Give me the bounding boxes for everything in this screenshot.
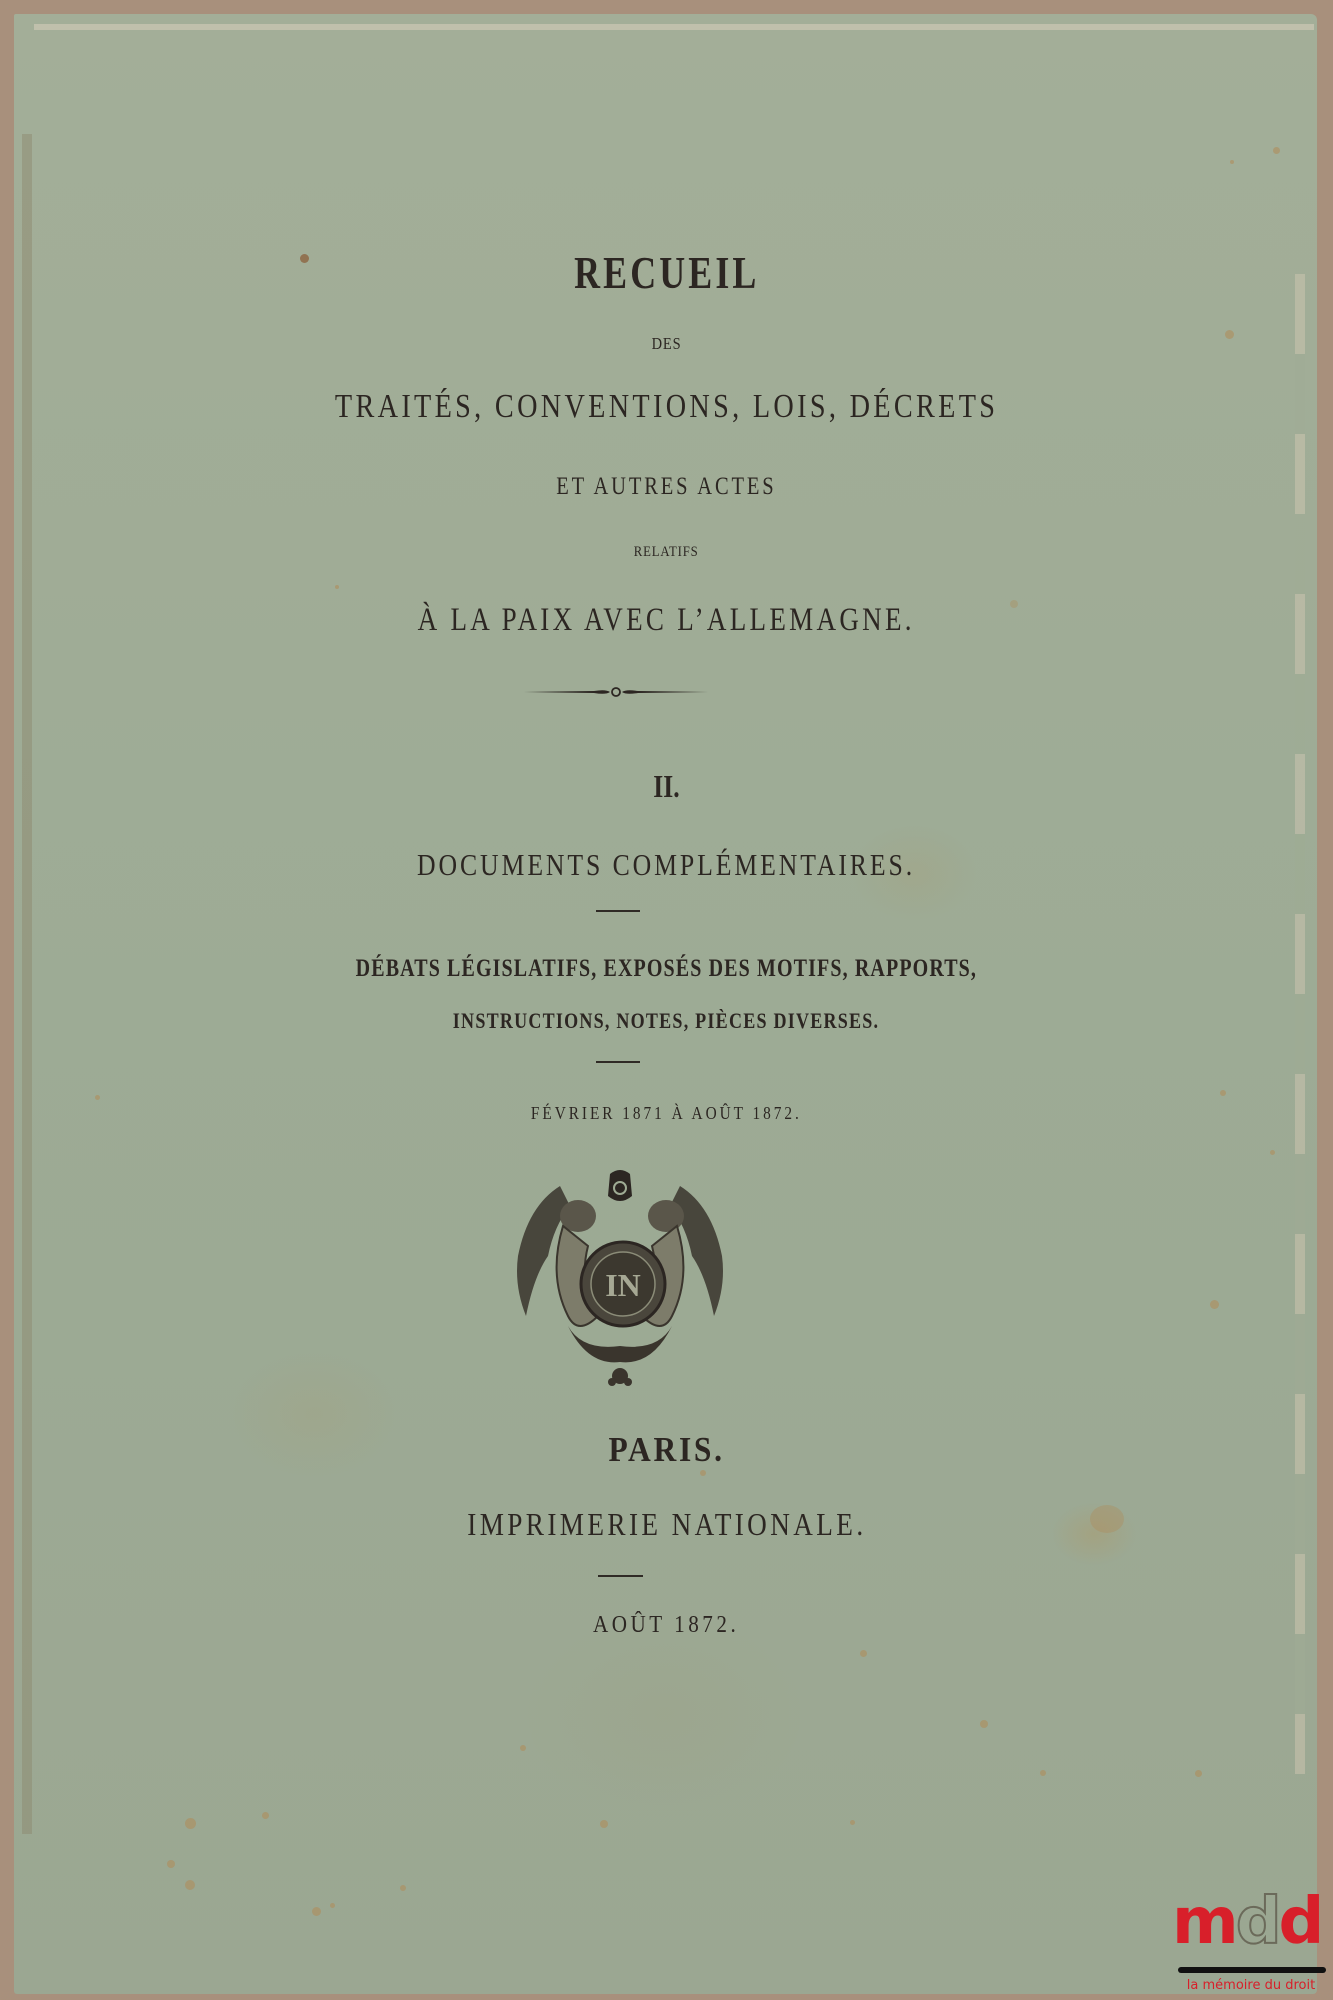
logo-tagline: la mémoire du droit [1186, 1978, 1316, 1993]
imprint-city: PARIS. [608, 1430, 725, 1469]
contents-line-2: INSTRUCTIONS, NOTES, PIÈCES DIVERSES. [453, 1008, 880, 1033]
title-recueil: RECUEIL [573, 247, 760, 298]
title-des: DES [651, 334, 682, 353]
worn-left-edge [22, 134, 32, 1834]
contents-line-1: DÉBATS LÉGISLATIFS, EXPOSÉS DES MOTIFS, RAPPORTS, [355, 955, 978, 982]
short-rule-1 [596, 910, 640, 912]
imprint-date: AOÛT 1872. [593, 1612, 740, 1638]
logo-bar [1178, 1967, 1326, 1973]
volume-heading: DOCUMENTS COMPLÉMENTAIRES. [417, 847, 916, 882]
title-autres-actes: ET AUTRES ACTES [556, 473, 777, 500]
short-rule-2 [596, 1061, 640, 1063]
short-rule-3 [598, 1575, 643, 1577]
title-relatifs: RELATIFS [634, 544, 699, 560]
volume-number: II. [653, 768, 680, 804]
imprimerie-nationale-emblem [508, 1166, 732, 1392]
mdd-logo [1172, 1885, 1330, 1998]
logo-wordmark: mdd [1172, 1885, 1322, 1959]
title-page-paper [14, 14, 1317, 1994]
emblem-monogram: IN [605, 1267, 641, 1303]
worn-top-edge [34, 24, 1314, 30]
date-range: FÉVRIER 1871 À AOÛT 1872. [531, 1103, 802, 1123]
title-paix-allemagne: À LA PAIX AVEC L’ALLEMAGNE. [417, 602, 916, 638]
ornamental-divider [524, 684, 708, 700]
title-traites-line: TRAITÉS, CONVENTIONS, LOIS, DÉCRETS [334, 388, 999, 425]
imprint-publisher: IMPRIMERIE NATIONALE. [466, 1506, 867, 1542]
